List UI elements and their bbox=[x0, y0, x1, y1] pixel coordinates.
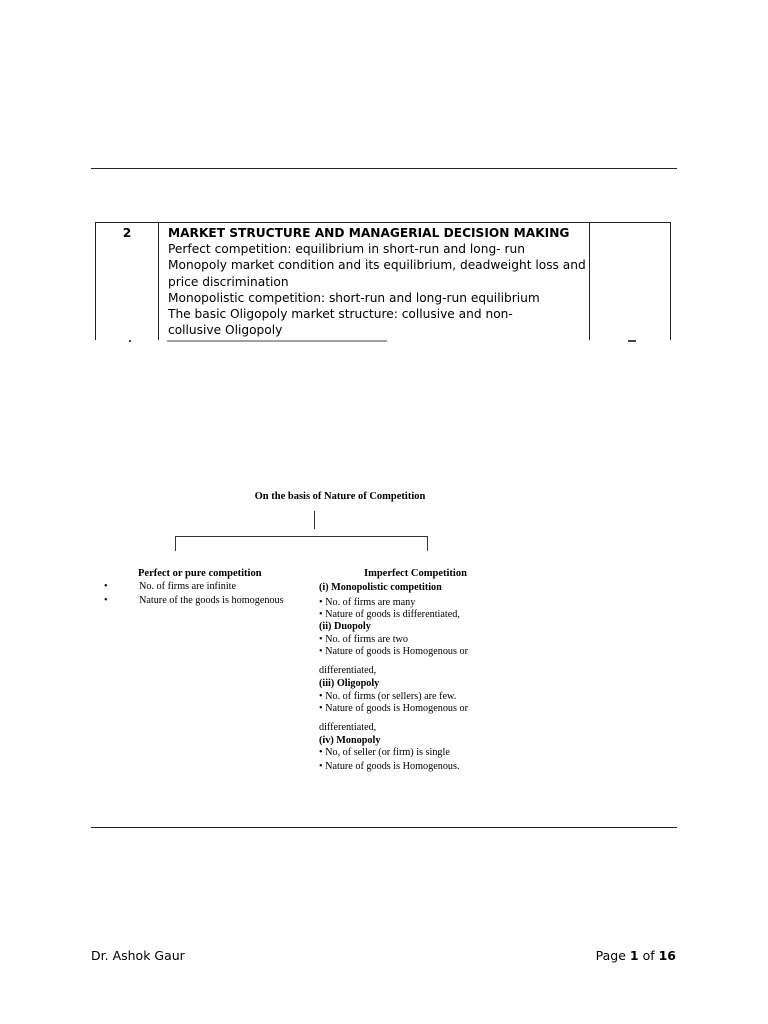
footer-rule bbox=[91, 827, 677, 828]
duopoly-title: (ii) Duopoly bbox=[319, 621, 371, 632]
current-page: 1 bbox=[629, 948, 639, 963]
unit-line: The basic Oligopoly market structure: collusive and non- bbox=[168, 307, 513, 322]
bullet-icon: • bbox=[104, 595, 108, 606]
connector-right-drop bbox=[427, 536, 428, 551]
monopoly-line: • Nature of goods is Homogenous. bbox=[319, 761, 460, 772]
oligopoly-title: (iii) Oligopoly bbox=[319, 678, 380, 689]
connector-stem bbox=[314, 511, 315, 529]
monopoly-line: • No, of seller (or firm) is single bbox=[319, 747, 450, 758]
bullet-icon: • bbox=[104, 581, 108, 592]
page-number: Page 1 of 16 bbox=[595, 948, 676, 963]
oligopoly-line: differentiated, bbox=[319, 722, 377, 733]
unit-line: price discrimination bbox=[168, 274, 289, 289]
total-pages: 16 bbox=[658, 948, 676, 963]
diagram-title: On the basis of Nature of Competition bbox=[254, 491, 426, 502]
unit-line: Perfect competition: equilibrium in short-run and long- run bbox=[168, 242, 525, 257]
competition-diagram: On the basis of Nature of Competition Perfect or pure competition • No. of firms are infinite • Nature of the goods is homogenous Imperfect Competition (i) Monopolistic competition • No. of firms are many • Nature of goods is differentiated, (ii) Duopoly • No. of firms are two • Nature of goods is Homogenous or differentiated, (iii) Oligopoly • No. of firms (or sellers) are few. • Nature of goods is Homogenous or differentiated, (iv) Monopoly • No, of seller (or firm) is single • Nature of goods is Homogenous. bbox=[0, 0, 768, 1024]
monopolistic-title: (i) Monopolistic competition bbox=[319, 582, 442, 593]
duopoly-line: differentiated, bbox=[319, 665, 377, 676]
unit-heading: MARKET STRUCTURE AND MANAGERIAL DECISION MAKING bbox=[168, 226, 570, 240]
imperfect-competition-heading: Imperfect Competition bbox=[364, 568, 467, 579]
unit-line: Monopoly market condition and its equilibrium, deadweight loss and bbox=[168, 258, 586, 273]
footer-author: Dr. Ashok Gaur bbox=[91, 948, 185, 963]
connector-bar bbox=[175, 536, 428, 537]
monopolistic-line: • No. of firms are many bbox=[319, 597, 416, 608]
oligopoly-line: • Nature of goods is Homogenous or bbox=[319, 703, 469, 714]
monopoly-title: (iv) Monopoly bbox=[319, 735, 381, 746]
duopoly-line: • No. of firms are two bbox=[319, 634, 409, 645]
unit-number: 2 bbox=[122, 226, 132, 240]
unit-line: Monopolistic competition: short-run and long-run equilibrium bbox=[168, 290, 540, 305]
perfect-competition-heading: Perfect or pure competition bbox=[138, 568, 262, 579]
duopoly-line: • Nature of goods is Homogenous or bbox=[319, 646, 469, 657]
unit-line: collusive Oligopoly bbox=[168, 323, 283, 338]
connector-left-drop bbox=[175, 536, 176, 551]
oligopoly-line: • No. of firms (or sellers) are few. bbox=[319, 691, 457, 702]
monopolistic-line: • Nature of goods is differentiated, bbox=[319, 609, 460, 620]
